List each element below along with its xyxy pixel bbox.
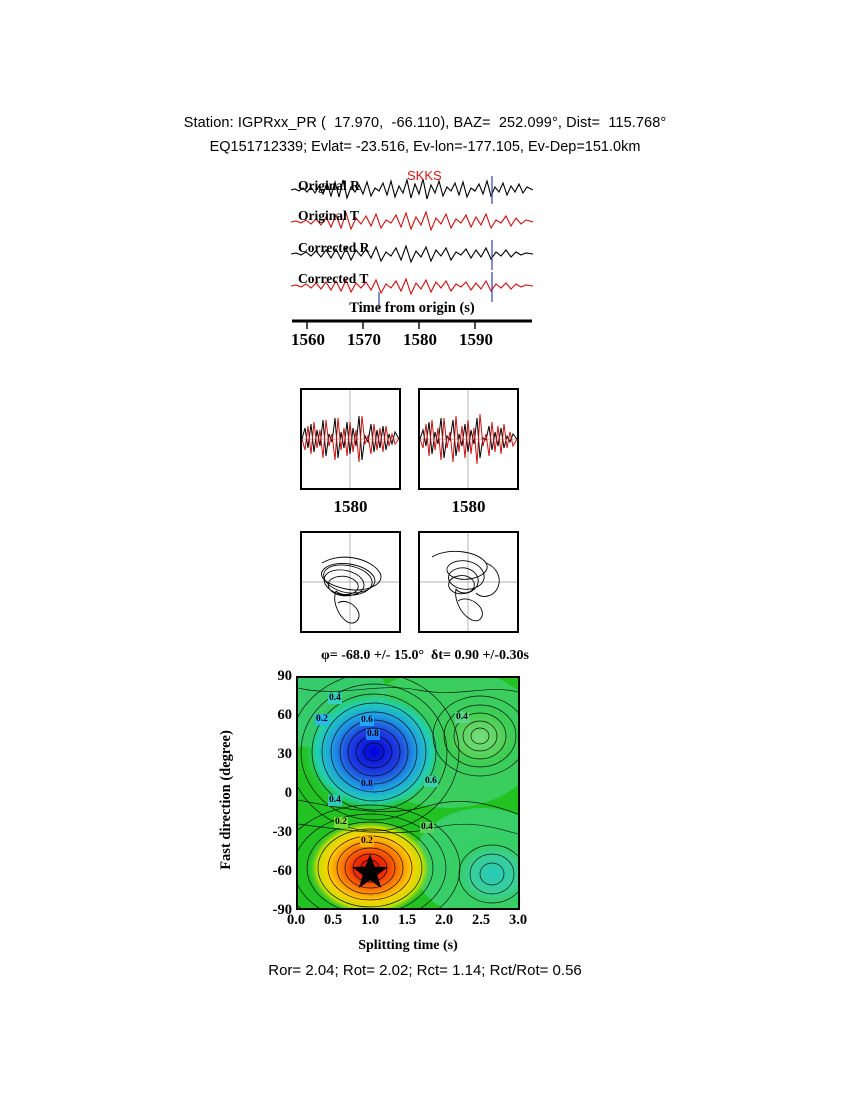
- contour-label-1: 0.2: [316, 714, 328, 724]
- event-info-line: EQ151712339; Evlat= -23.516, Ev-lon=-177.105, Ev-Dep=151.0km: [209, 139, 641, 155]
- contour-label-4: 0.4: [456, 712, 468, 722]
- contour-y-ticks: [248, 668, 292, 918]
- contour-label-8: 0.2: [335, 817, 347, 827]
- x-tick-10: 1.0: [360, 912, 380, 928]
- x-tick-20: 2.0: [434, 912, 454, 928]
- contour-surface: [298, 678, 518, 908]
- station-info-line: Station: IGPRxx_PR ( 17.970, -66.110), BAZ= 252.099°, Dist= 115.768°: [183, 115, 667, 131]
- time-tick-1580: 1580: [403, 330, 437, 349]
- time-tick-1570: 1570: [347, 330, 381, 349]
- contour-label-6: 0.6: [425, 776, 437, 786]
- x-tick-25: 2.5: [471, 912, 491, 928]
- y-tick-neg60: -60: [272, 863, 292, 879]
- contour-label-3: 0.8: [367, 729, 379, 739]
- y-tick-neg90: -90: [272, 902, 292, 918]
- window-tick-right: 1580: [451, 497, 486, 516]
- time-tick-1560: 1560: [291, 330, 325, 349]
- window-tick-left: 1580: [333, 497, 368, 516]
- contour-x-axis-label: Splitting time (s): [358, 938, 458, 953]
- x-tick-15: 1.5: [397, 912, 417, 928]
- x-tick-0: 0.0: [286, 912, 306, 928]
- time-axis-title: Time from origin (s): [349, 300, 475, 316]
- y-tick-neg30: -30: [272, 824, 292, 840]
- particle-motion-uncorrected: [300, 531, 401, 633]
- contour-label-2: 0.6: [361, 715, 373, 725]
- trace-label-corrected-t: Corrected T: [298, 271, 369, 286]
- contour-x-ticks: [266, 912, 550, 934]
- x-tick-30: 3.0: [508, 912, 528, 928]
- contour-plot-area: [296, 676, 520, 910]
- quality-metrics-line: Ror= 2.04; Rot= 2.02; Rct= 1.14; Rct/Rot= 0.56: [268, 962, 582, 979]
- trace-label-original-t: Original T: [298, 208, 359, 223]
- particle-motion-corrected: [418, 531, 519, 633]
- contour-y-axis-label: Fast direction (degree): [218, 730, 234, 870]
- y-tick-90: 90: [277, 668, 292, 684]
- y-tick-0: 0: [284, 785, 292, 801]
- splitting-result-title: φ= -68.0 +/- 15.0° δt= 0.90 +/-0.30s: [321, 648, 529, 663]
- contour-label-7: 0.4: [329, 795, 341, 805]
- phase-label-skks: SKKS: [407, 168, 442, 183]
- time-axis-ticks: [281, 330, 543, 352]
- trace-label-original-r: Original R: [298, 178, 360, 193]
- window-box-uncorrected: [300, 388, 401, 490]
- contour-label-0: 0.4: [329, 693, 341, 703]
- waveform-panel: [291, 170, 533, 310]
- y-tick-60: 60: [277, 707, 292, 723]
- time-tick-1590: 1590: [459, 330, 493, 349]
- contour-label-5: 0.8: [361, 779, 373, 789]
- splitting-grid-search-plot: [296, 676, 520, 910]
- figure-header: [0, 115, 850, 155]
- x-tick-05: 0.5: [323, 912, 343, 928]
- contour-label-9: 0.2: [361, 836, 373, 846]
- contour-label-10: 0.4: [421, 822, 433, 832]
- window-box-corrected: [418, 388, 519, 490]
- trace-label-corrected-r: Corrected R: [298, 240, 370, 255]
- y-tick-30: 30: [277, 746, 292, 762]
